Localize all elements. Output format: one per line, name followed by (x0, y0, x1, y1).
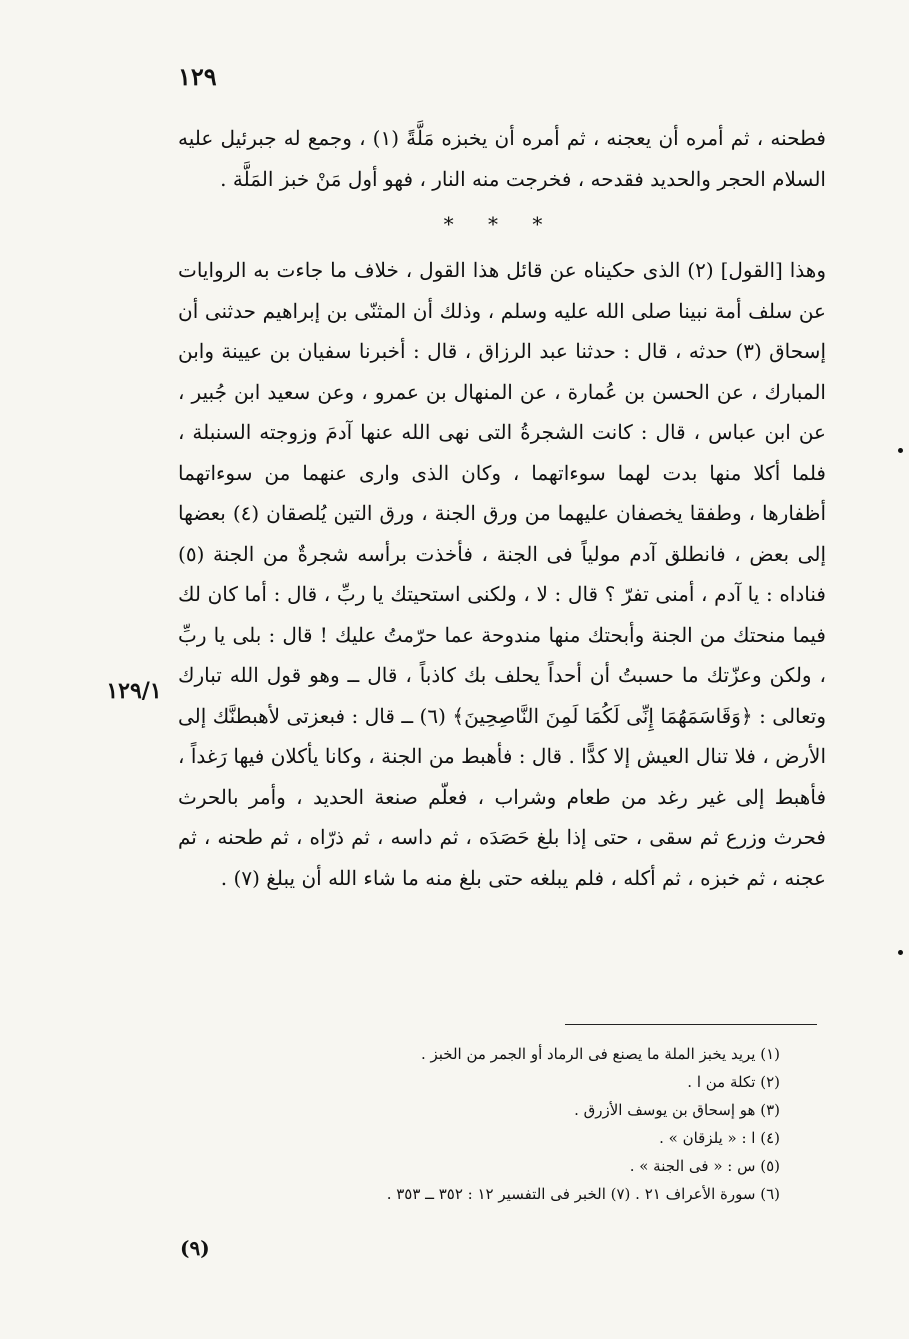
paragraph-opening: فطحنه ، ثم أمره أن يعجنه ، ثم أمره أن يخبزه مَلَّةً (١) ، وجمع له جبرئيل عليه السلام الحجر والحديد فقدحه ، فخرجت منه النار ، فهو أول مَنْ خبز المَلَّة . (178, 126, 826, 191)
page-number: ١٢٩ (178, 62, 217, 91)
footnote-item: (٣) هو إسحاق بن يوسف الأزرق . (574, 1101, 780, 1119)
footnote-item: (٦) سورة الأعراف ٢١ . (٧) الخبر فى التفسير ١٢ : ٣٥٢ ــ ٣٥٣ . (386, 1185, 780, 1203)
sheet-number: (٩) (180, 1236, 210, 1260)
edge-mark (898, 448, 903, 453)
section-separator: * * * (443, 212, 557, 236)
paragraph-main: وهذا [القول] (٢) الذى حكيناه عن قائل هذا القول ، خلاف ما جاءت به الروايات عن سلف أمة نبينا صلى الله عليه وسلم ، وذلك أن المثنّى بن إبراهيم حدثنى أن إسحاق (٣) حدثه ، قال : حدثنا عبد الرزاق ، قال : أخبرنا سفيان بن عيينة وابن المبارك ، عن الحسن بن عُمارة ، عن المنهال بن عمرو ، وعن سعيد ابن جُبير ، عن ابن عباس ، قال : كانت الشجرةُ التى نهى الله عنها آدمَ وزوجته السنبلة ، فلما أكلا منها بدت لهما سوءاتهما ، وكان الذى وارى عنهما من سوءاتهما أظفارها ، وطفقا يخصفان عليهما من ورق الجنة ، ورق التين يُلصقان (٤) بعضها إلى بعض ، فانطلق آدم مولياً فى الجنة ، فأخذت برأسه شجرةٌ من الجنة (٥) فناداه : يا آدم ، أمنى تفرّ ؟ قال : لا ، ولكنى استحيتك يا ربِّ ، قال : أما كان لك فيما منحتك من الجنة وأبحتك منها مندوحة عما حرّمتُ عليك ! قال : بلى يا ربِّ ، ولكن وعزّتك ما حسبتُ أن أحداً يحلف بك كاذباً ، قال ــ وهو قول الله تبارك وتعالى : ﴿وَقَاسَمَهُمَا إِنِّى لَكُمَا لَمِنَ النَّاصِحِينَ﴾ (٦) ــ قال : فبعزتى لأهبطنَّك إلى الأرض ، فلا تنال العيش إلا كدًّا . قال : فأهبط من الجنة ، وكانا يأكلان فيها رَغداً ، فأهبط إلى غير رغد من طعام وشراب ، فعلّم صنعة الحديد ، وأمر بالحرث فحرث وزرع ثم سقى ، حتى إذا بلغ حَصَدَه ، ثم داسه ، ثم ذرّاه ، ثم طحنه ، ثم عجنه ، ثم خبزه ، ثم أكله ، فلم يبلغه حتى بلغ منه ما شاء الله أن يبلغ (٧) . (178, 258, 827, 890)
footnote-item: (٤) ا : « يلزقان » . (659, 1129, 780, 1147)
edge-mark (898, 950, 903, 955)
footnote-item: (٢) تكلة من ا . (687, 1073, 780, 1091)
footnote-item: (١) يريد يخبز الملة ما يصنع فى الرماد أو الجمر من الخبز . (420, 1045, 780, 1063)
footnote-item: (٥) س : « فى الجنة » . (629, 1157, 780, 1175)
margin-reference: ١٢٩/١ (106, 678, 162, 704)
footnote-divider (565, 1024, 817, 1025)
footnotes-list (240, 1040, 780, 1208)
